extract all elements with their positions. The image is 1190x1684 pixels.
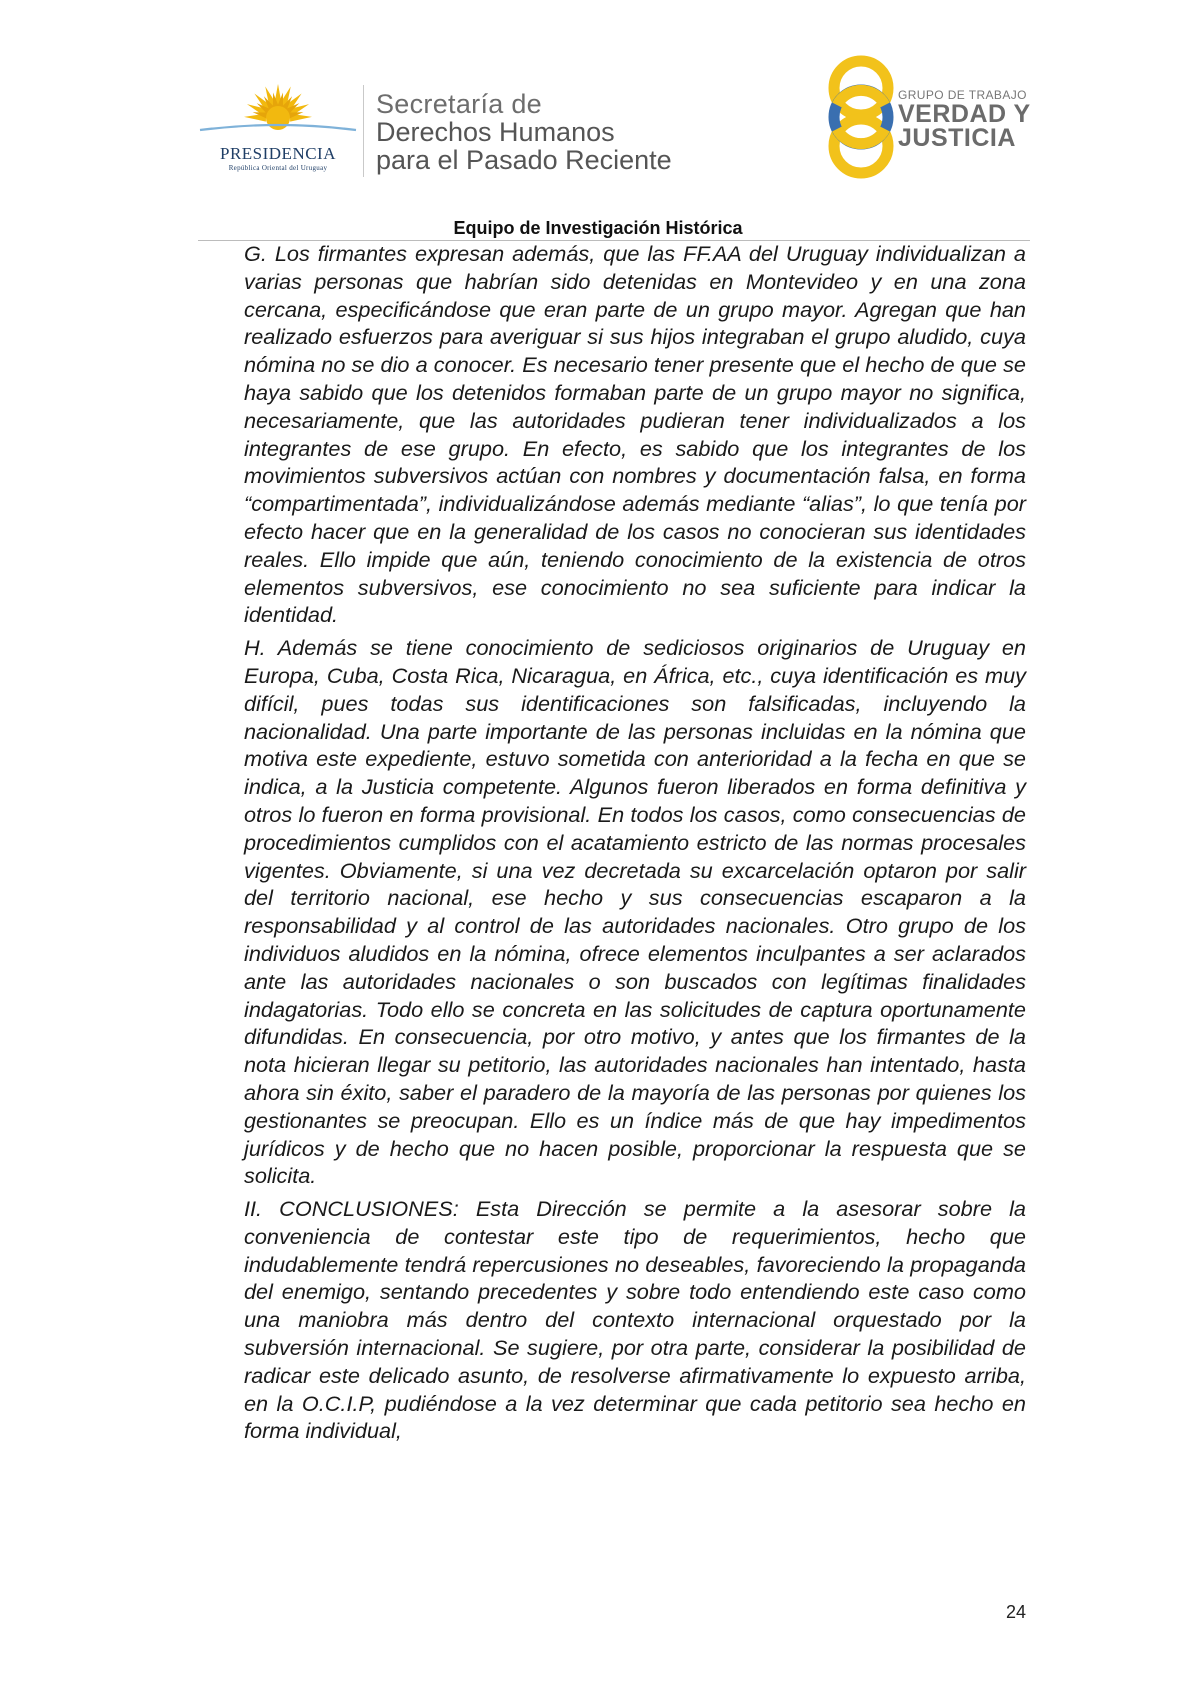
secretaria-line-2: Derechos Humanos (376, 117, 615, 147)
presidencia-name: PRESIDENCIA (219, 144, 336, 163)
page-header (0, 0, 1190, 238)
team-title: Equipo de Investigación Histórica (453, 218, 743, 238)
document-body (244, 240, 1026, 1450)
gtvj-title-line-2: JUSTICIA (898, 124, 1016, 152)
secretaria-title (376, 90, 672, 174)
verdad-justicia-rings-logo (818, 54, 904, 180)
secretaria-line-3: para el Pasado Reciente (376, 145, 672, 175)
gtvj-title (898, 102, 1031, 150)
gtvj-subtitle: GRUPO DE TRABAJO (898, 88, 1027, 102)
paragraph-g: G. Los firmantes expresan además, que las FF.AA del Uruguay individualizan a varias personas que habrían sido detenidas en Montevideo y en una zona cercana, especificándose que eran parte de un grupo mayor. Agregan que han realizado esfuerzos para averiguar si sus hijos integraban el grupo aludido, cuya nómina no se dio a conocer. Es necesario tener presente que el hecho de que se haya sabido que los detenidos formaban parte de un grupo mayor no significa, necesariamente, que las autoridades pudieran tener individualizados a los integrantes de ese grupo. En efecto, es sabido que los integrantes de los movimientos subversivos actúan con nombres y documentación falsa, en forma “compartimentada”, individualizándose además mediante “alias”, lo que tenía por efecto hacer que en la generalidad de los casos no conocieran sus identidades reales. Ello impide que aún, teniendo conocimiento de la existencia de otros elementos subversivos, ese conocimiento no sea suficiente para indicar la identidad. (244, 241, 1026, 628)
presidencia-subtitle: República Oriental del Uruguay (228, 164, 328, 172)
logo-divider (363, 85, 364, 177)
paragraph-h: H. Además se tiene conocimiento de sediciosos originarios de Uruguay en Europa, Cuba, Costa Rica, Nicaragua, en África, etc., cuya identificación es muy difícil, pues todas sus identificaciones son falsificadas, incluyendo la nacionalidad. Una parte importante de las personas incluidas en la nómina que motiva este expediente, estuvo sometida con anterioridad a la fecha en que se indica, a la Justicia competente. Algunos fueron liberados en forma definitiva y otros lo fueron en forma provisional. En todos los casos, como consecuencias de procedimientos cumplidos con el acatamiento estricto de las normas procesales vigentes. Obviamente, si una vez decretada su excarcelación optaron por salir del territorio nacional, ese hecho y sus consecuencias escaparon a la responsabilidad y al control de las autoridades nacionales. Otro grupo de los individuos aludidos en la nómina, ofrece elementos inculpantes a ser aclarados ante las autoridades nacionales o son buscados con legítimas finalidades indagatorias. Todo ello se concreta en las solicitudes de captura oportunamente difundidas. En consecuencia, por otro motivo, y antes que los firmantes de la nota hicieran llegar su petitorio, las autoridades nacionales han intentado, hasta ahora sin éxito, saber el paradero de la mayoría de las personas por quienes los gestionantes se preocupan. Ello es un índice más de que hay impedimentos jurídicos y de hecho que no hacen posible, proporcionar la respuesta que se solicita. (244, 635, 1026, 1189)
page-number: 24 (1006, 1602, 1027, 1622)
gtvj-title-line-1: VERDAD Y (898, 100, 1031, 128)
secretaria-line-1: Secretaría de (376, 89, 542, 119)
paragraph-conclusiones: II. CONCLUSIONES: Esta Dirección se permite a la asesorar sobre la conveniencia de contestar este tipo de requerimientos, hecho que indudablemente tendrá repercusiones no deseables, favoreciendo la propaganda del enemigo, sentando precedentes y sobre todo entendiendo este caso como una maniobra más dentro del contexto internacional orquestado por la subversión internacional. Se sugiere, por otra parte, considerar la posibilidad de radicar este delicado asunto, de resolverse afirmativamente lo expuesto arriba, en la O.C.I.P, pudiéndose a la vez determinar que cada petitorio sea hecho en forma individual, (244, 1196, 1026, 1444)
